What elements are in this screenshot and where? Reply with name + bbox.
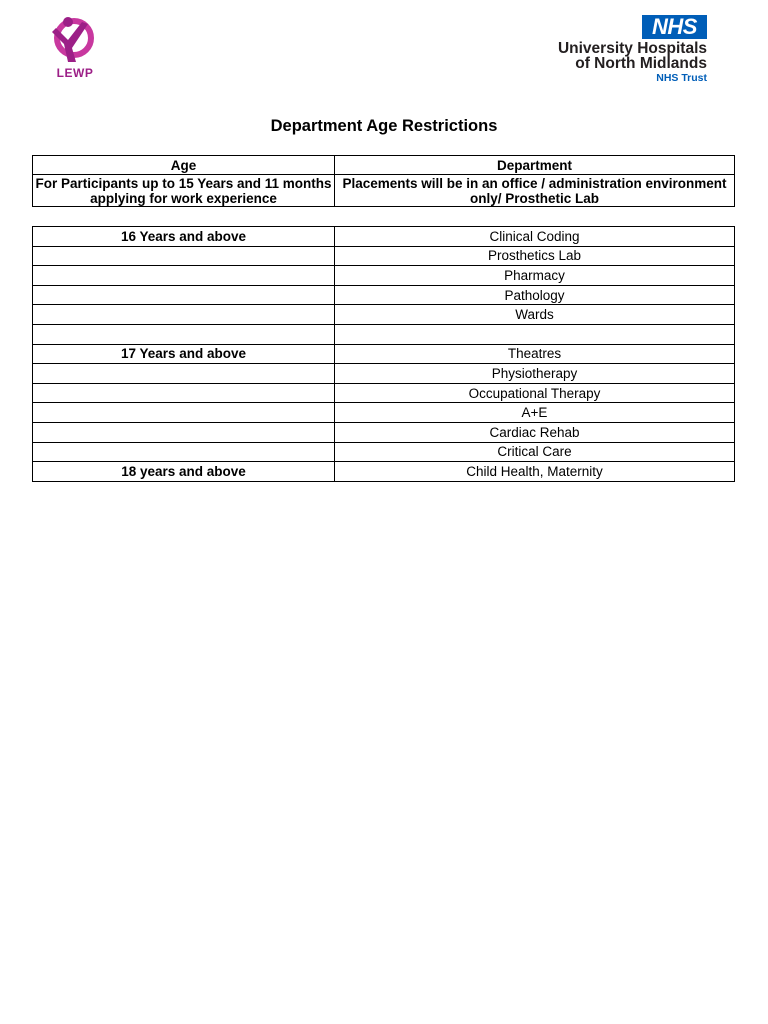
summary-row bbox=[33, 175, 735, 207]
department-cell: Theatres bbox=[335, 344, 735, 364]
table-row bbox=[33, 266, 735, 286]
age-cell bbox=[33, 285, 335, 305]
department-cell: Critical Care bbox=[335, 442, 735, 462]
table-row bbox=[33, 324, 735, 344]
department-cell: A+E bbox=[335, 403, 735, 423]
department-cell: Occupational Therapy bbox=[335, 383, 735, 403]
department-cell: Child Health, Maternity bbox=[335, 462, 735, 482]
table-row bbox=[33, 344, 735, 364]
age-cell bbox=[33, 364, 335, 384]
department-cell: Pharmacy bbox=[335, 266, 735, 286]
age-cell: 18 years and above bbox=[33, 462, 335, 482]
age-cell bbox=[33, 305, 335, 325]
header-department: Department bbox=[335, 156, 735, 175]
age-cell bbox=[33, 422, 335, 442]
department-cell: Cardiac Rehab bbox=[335, 422, 735, 442]
summary-header-row bbox=[33, 156, 735, 175]
department-cell: Wards bbox=[335, 305, 735, 325]
department-cell: Physiotherapy bbox=[335, 364, 735, 384]
age-cell bbox=[33, 442, 335, 462]
table-row bbox=[33, 422, 735, 442]
lewp-logo-text: LEWP bbox=[56, 66, 94, 80]
table-row bbox=[33, 364, 735, 384]
summary-table bbox=[32, 155, 735, 207]
trust-name-line1: University Hospitals bbox=[557, 40, 707, 57]
table-row bbox=[33, 305, 735, 325]
trust-subtitle: NHS Trust bbox=[656, 72, 707, 84]
table-row bbox=[33, 285, 735, 305]
department-cell: Prosthetics Lab bbox=[335, 246, 735, 266]
department-cell bbox=[335, 324, 735, 344]
department-cell: Clinical Coding bbox=[335, 227, 735, 247]
department-cell: Pathology bbox=[335, 285, 735, 305]
header-age: Age bbox=[33, 156, 335, 175]
department-table bbox=[32, 226, 735, 482]
age-cell bbox=[33, 403, 335, 423]
nhs-badge: NHS bbox=[642, 15, 707, 39]
age-cell bbox=[33, 266, 335, 286]
age-cell: 16 Years and above bbox=[33, 227, 335, 247]
age-cell bbox=[33, 383, 335, 403]
document-title: Department Age Restrictions bbox=[270, 117, 498, 135]
trust-name bbox=[558, 41, 707, 71]
summary-department: Placements will be in an office / administration environment only/ Prosthetic Lab bbox=[335, 175, 735, 207]
table-row bbox=[33, 227, 735, 247]
age-cell bbox=[33, 324, 335, 344]
table-row bbox=[33, 442, 735, 462]
table-row bbox=[33, 462, 735, 482]
trust-name-line2: of North Midlands bbox=[575, 55, 707, 72]
table-row bbox=[33, 246, 735, 266]
age-cell: 17 Years and above bbox=[33, 344, 335, 364]
table-row bbox=[33, 383, 735, 403]
summary-age: For Participants up to 15 Years and 11 months applying for work experience bbox=[33, 175, 335, 207]
table-row bbox=[33, 403, 735, 423]
age-cell bbox=[33, 246, 335, 266]
